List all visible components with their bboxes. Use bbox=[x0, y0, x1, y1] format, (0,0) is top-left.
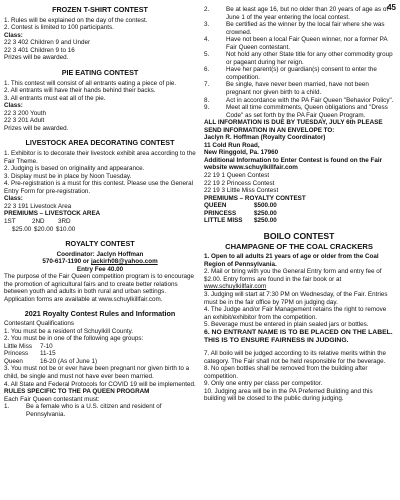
pa-item-text: Be at least age 16, but no older than 20 years of age as of June 1 of the year entering the local contest. bbox=[226, 6, 389, 21]
pa-item-text: Act in accordance with the PA Fair Queen "Behavior Policy". bbox=[226, 96, 394, 104]
pa-item bbox=[204, 104, 394, 119]
pa-item-text: Have not been a local Fair Queen winner, nor a former PA Fair Queen contestant. bbox=[226, 36, 388, 51]
royalty-premiums-label: PREMIUMS – ROYALTY CONTEST bbox=[204, 194, 306, 202]
rules2021-line: 4. All State and Federal Protocols for COVID 19 will be implemented. bbox=[4, 380, 196, 388]
boilo-title: BOILO CONTEST bbox=[263, 230, 335, 241]
livestock-places-row bbox=[4, 218, 196, 226]
pa-item bbox=[4, 403, 196, 418]
page-number: 45 bbox=[387, 3, 396, 12]
rules2021-line: 2. You must be in one of the following age groups: bbox=[4, 335, 144, 343]
pa-item bbox=[204, 97, 394, 105]
place-amount: $20.00 bbox=[34, 225, 54, 233]
boilo-rule-notice: 6. NO ENTRANT NAME IS TO BE PLACED ON THE LABEL. THIS IS TO ENSURE FAIRNESS IN JUDGING. bbox=[204, 328, 393, 344]
premium-amount: $250.00 bbox=[254, 209, 277, 217]
premium-title: PRINCESS bbox=[204, 209, 237, 217]
pa-item bbox=[204, 51, 394, 66]
pa-item-number: 5. bbox=[204, 51, 210, 59]
boilo-rule bbox=[204, 268, 394, 291]
age-group: Princess bbox=[4, 350, 29, 358]
pa-item-number: 8. bbox=[204, 96, 210, 104]
pa-item-number: 3. bbox=[204, 21, 210, 29]
livestock-class-label: Class: bbox=[4, 195, 23, 203]
age-group: Queen bbox=[4, 357, 23, 365]
royalty-class: 22 19 1 Queen Contest bbox=[204, 172, 270, 180]
address-line: Jaclyn R. Hoffman (Royalty Coordinator) bbox=[204, 134, 326, 142]
royalty-contact bbox=[4, 258, 196, 266]
tshirt-title: FROZEN T-SHIRT CONTEST bbox=[52, 5, 148, 14]
royalty-fee: Entry Fee 40.00 bbox=[76, 265, 124, 273]
pa-item bbox=[204, 81, 394, 96]
deadline-notice: ALL INFORMATION IS DUE BY TUESDAY, JULY 6th PLEASE SEND INFORMATION IN AN ENVELOPE TO: bbox=[204, 119, 383, 134]
livestock-amounts-row bbox=[4, 226, 196, 234]
premium-amount: $500.00 bbox=[254, 202, 277, 210]
pa-item-number: 7. bbox=[204, 81, 210, 89]
pa-item-number: 2. bbox=[204, 6, 210, 13]
address-line: New Ringgold, Pa. 17960 bbox=[204, 149, 279, 157]
boilo-rule: 8. No open bottles shall be removed from the building after competition. bbox=[204, 365, 368, 380]
boilo-subtitle: CHAMPAGNE OF THE COAL CRACKERS bbox=[225, 242, 373, 252]
livestock-title: LIVESTOCK AREA DECORATING CONTEST bbox=[25, 138, 175, 148]
additional-info: Additional Information to Enter Contest is found on the Fair website www.schuylkillfair.com bbox=[204, 156, 383, 172]
tshirt-class: 22 3 401 Children 9 to 16 bbox=[4, 46, 75, 54]
tshirt-class-label: Class: bbox=[4, 31, 23, 39]
livestock-class: 22 3 191 Livestock Area bbox=[4, 202, 72, 210]
rules2021-title: 2021 Royalty Contest Rules and Information bbox=[24, 308, 176, 318]
boilo-rule: 9. Only one entry per class per competitor. bbox=[204, 380, 323, 388]
pie-class-label: Class: bbox=[4, 102, 23, 110]
boilo-rule-text: 2. Mail or bring with you the General Entry form and entry fee of $2.00. Entry forms are found in the fair book or at bbox=[204, 268, 382, 283]
livestock-rule: 1. Exhibitor is to decorate their livestock exhibit area according to the Fair Theme. bbox=[4, 150, 196, 165]
boilo-rule: 4. The Judge and/or Fair Management retains the right to remove an exhibit/exhibitor from the competition. bbox=[204, 306, 387, 321]
right-column bbox=[204, 6, 394, 403]
livestock-rule: 4. Pre-registration is a must for this contest. Please use the General Entry Form for pre-registration. bbox=[4, 180, 193, 195]
livestock-rule: 2. Judging is based on originality and appearance. bbox=[4, 165, 145, 173]
pa-item-text: Be certified as the winner by the local fair where she was crowned. bbox=[226, 21, 385, 36]
place-label: 2ND bbox=[32, 217, 45, 225]
tshirt-rule: 1. Rules will be explained on the day of the contest. bbox=[4, 16, 148, 24]
address-line: 11 Cold Run Road, bbox=[204, 141, 260, 149]
pa-item-number: 9. bbox=[204, 104, 210, 112]
pie-prizes: Prizes will be awarded. bbox=[4, 124, 69, 132]
pa-intro: Each Fair Queen contestant must: bbox=[4, 395, 100, 403]
royalty-class: 22 19 2 Princess Contest bbox=[204, 179, 275, 187]
boilo-rule: 10. Judging area will be in the PA Preferred Building and this building will be closed to the public during judging. bbox=[204, 387, 373, 403]
premium-title: LITTLE MISS bbox=[204, 217, 243, 225]
pie-title: PIE EATING CONTEST bbox=[61, 67, 139, 77]
pa-item bbox=[204, 66, 394, 81]
left-column bbox=[4, 6, 196, 418]
pa-item-text: Meet all time commitments, Queen obligations and "Dress Code" as set forth by the PA Fair Queen Program. bbox=[226, 104, 388, 119]
age-range: 11-15 bbox=[40, 350, 56, 358]
place-amount: $25.00 bbox=[12, 225, 32, 233]
pa-item bbox=[204, 6, 394, 21]
premium-row bbox=[204, 217, 394, 225]
place-amount: $10.00 bbox=[56, 225, 76, 233]
royalty-paragraph: The purpose of the Fair Queen competition program is to encourage the promotion of agricultural fairs and to create better relations between youth and adults in both rural and urban settings. Application forms are available at www.schuylkillfair.com. bbox=[4, 273, 195, 303]
age-row bbox=[4, 350, 196, 358]
pa-item-text: Not hold any other State title for any other commodity group or pageant during her reign. bbox=[226, 51, 393, 66]
pa-item-number: 4. bbox=[204, 36, 210, 44]
boilo-rule: 7. All boilo will be judged according to its relative merits within the category. The Fair shall not be held responsible for the beverage. bbox=[204, 350, 387, 365]
premium-row bbox=[204, 202, 394, 210]
livestock-rule: 3. Display must be in place by Noon Tuesday. bbox=[4, 172, 132, 180]
pie-class: 22 3 201 Adult bbox=[4, 117, 45, 125]
premium-amount: $250.00 bbox=[254, 217, 277, 225]
pa-item-number: 6. bbox=[204, 66, 210, 74]
pie-rule: 1. This contest will consist of all entrants eating a piece of pie. bbox=[4, 79, 177, 87]
pa-item bbox=[204, 21, 394, 36]
pie-class: 22 3 200 Youth bbox=[4, 109, 47, 117]
pa-item-number: 1. bbox=[4, 403, 10, 411]
pie-rule: 3. All entrants must eat all of the pie. bbox=[4, 94, 106, 102]
pie-rule: 2. All entrants will have their hands behind their backs. bbox=[4, 87, 156, 95]
tshirt-prizes: Prizes will be awarded. bbox=[4, 54, 69, 62]
tshirt-rule: 2. Contest is limited to 100 participants. bbox=[4, 24, 114, 32]
place-label: 3RD bbox=[58, 217, 71, 225]
age-range: 16-20 (As of June 1) bbox=[40, 357, 98, 365]
pa-item-text: Have her parent(s) or guardian(s) consent to enter the competition. bbox=[226, 66, 377, 81]
royalty-title: ROYALTY CONTEST bbox=[65, 239, 135, 249]
boilo-rule: 5. Beverage must be entered in plain sealed jars or bottles. bbox=[204, 321, 369, 329]
age-group: Little Miss bbox=[4, 342, 32, 350]
rules2021-line: 1. You must be a resident of Schuylkill County. bbox=[4, 327, 134, 335]
tshirt-class: 22 3 402 Children 9 and Under bbox=[4, 39, 91, 47]
rules2021-line: 3. You must not be or ever have been pregnant nor given birth to a child, be single and must not have ever been married. bbox=[4, 365, 190, 380]
rules2021-subtitle: Contestant Qualifications bbox=[4, 320, 75, 328]
premium-row bbox=[204, 210, 394, 218]
boilo-rule: 1. Open to all adults 21 years of age or older from the Coal Region of Pennsylvania. bbox=[204, 253, 379, 268]
place-label: 1ST bbox=[4, 217, 16, 225]
pa-rules-title: RULES SPECIFIC TO THE PA QUEEN PROGRAM bbox=[4, 388, 150, 396]
pa-item-text: Be a female who is a U.S. citizen and resident of Pennsylvania. bbox=[26, 403, 162, 418]
royalty-phone: 570-617-1190 or bbox=[42, 258, 91, 266]
royalty-coordinator: Coordinator: Jaclyn Hoffman bbox=[56, 250, 144, 258]
livestock-premiums-label: PREMIUMS – LIVESTOCK AREA bbox=[4, 210, 101, 218]
pa-item-text: Be single, have never been married, have not been pregnant nor given birth to a child. bbox=[226, 81, 369, 97]
age-row bbox=[4, 358, 196, 366]
boilo-rule: 3. Judging will start at 7:30 PM on Wednesday, of the Fair. Entries must be in the fair office by 7PM on judging day. bbox=[204, 291, 388, 306]
fair-website-link[interactable]: www.schuylkillfair.com bbox=[204, 283, 267, 291]
age-range: 7-10 bbox=[40, 342, 53, 350]
royalty-email-link[interactable]: jackirh08@yahoo.com bbox=[90, 258, 158, 266]
pa-item bbox=[204, 36, 394, 51]
premium-title: QUEEN bbox=[204, 202, 227, 210]
age-row bbox=[4, 343, 196, 351]
royalty-class: 22 19 3 Little Miss Contest bbox=[204, 187, 279, 195]
